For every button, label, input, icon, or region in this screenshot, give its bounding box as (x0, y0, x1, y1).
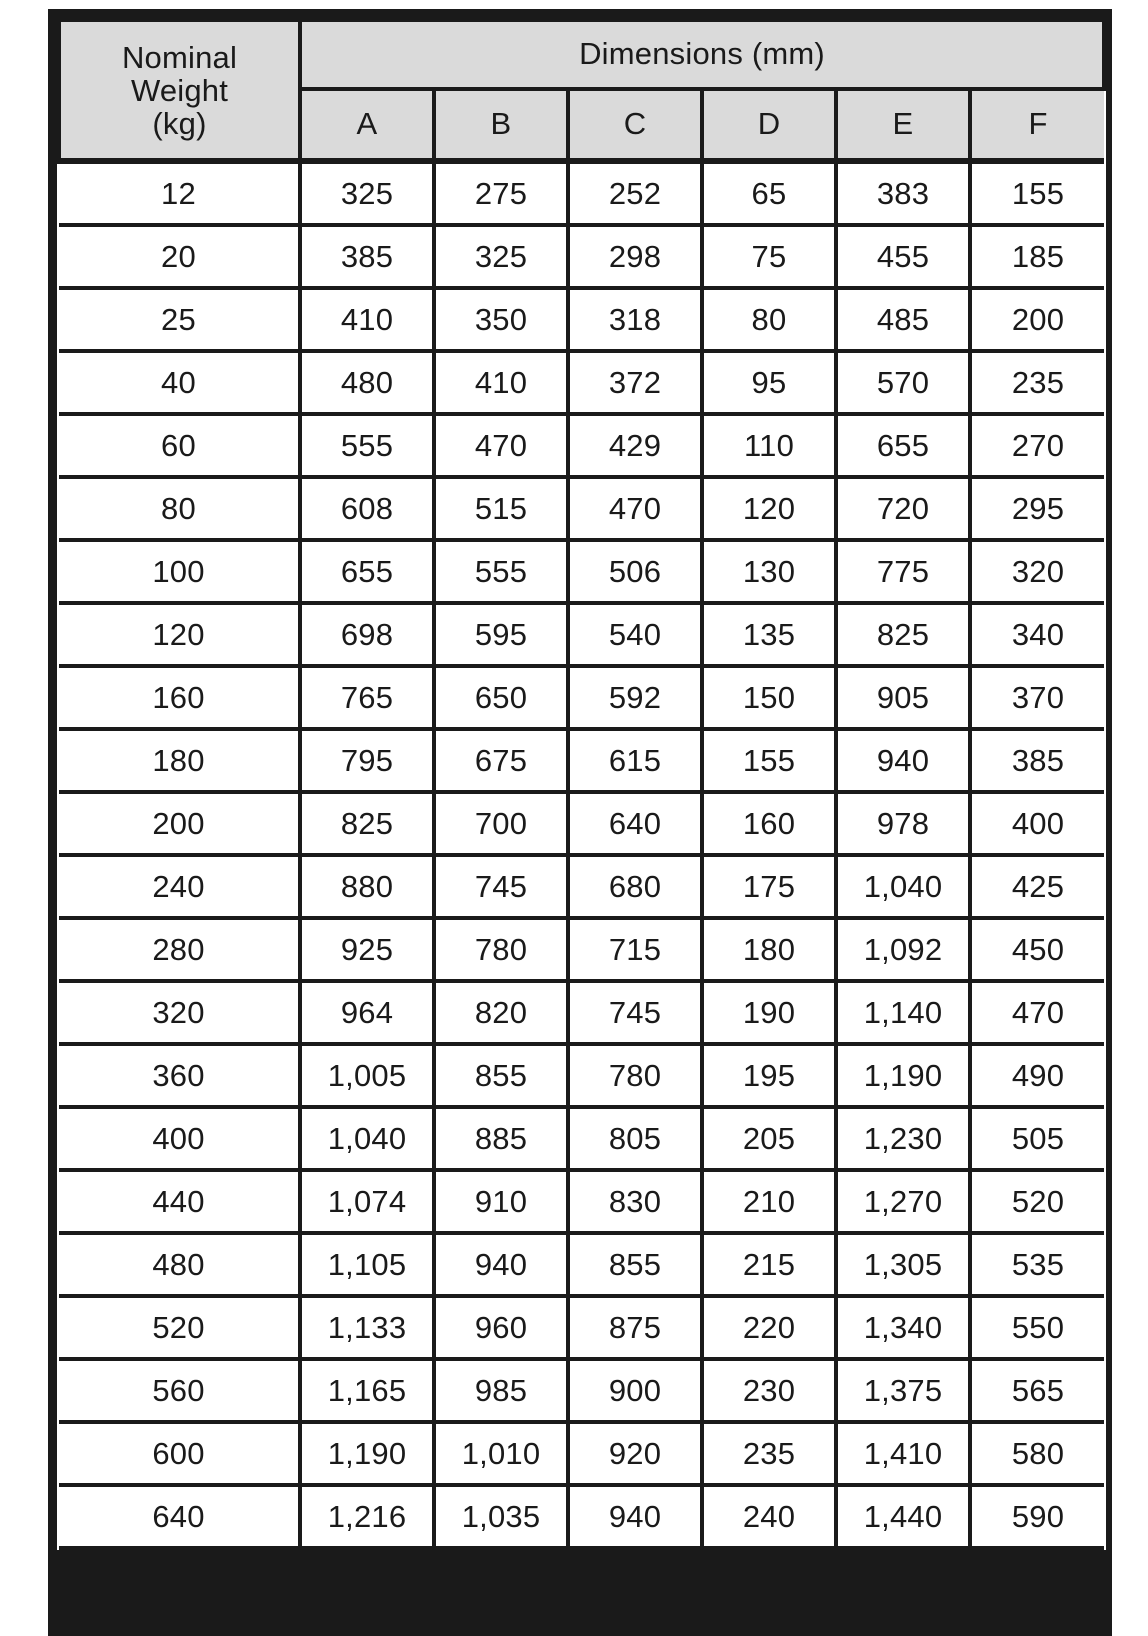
dim-c-cell: 470 (568, 477, 702, 540)
nominal-weight-cell: 480 (59, 1233, 300, 1296)
dim-c-cell: 745 (568, 981, 702, 1044)
dim-b-cell: 985 (434, 1359, 568, 1422)
dim-b-cell: 675 (434, 729, 568, 792)
table-header (59, 20, 1104, 161)
dim-c-cell: 592 (568, 666, 702, 729)
nominal-weight-cell: 560 (59, 1359, 300, 1422)
dim-b-cell: 470 (434, 414, 568, 477)
column-header-f: F (970, 89, 1104, 161)
dim-f-cell: 580 (970, 1422, 1104, 1485)
nominal-weight-cell: 20 (59, 225, 300, 288)
nominal-weight-cell: 320 (59, 981, 300, 1044)
dim-c-cell: 920 (568, 1422, 702, 1485)
dim-d-cell: 235 (702, 1422, 836, 1485)
table-row (59, 792, 1104, 855)
dim-d-cell: 110 (702, 414, 836, 477)
dim-d-cell: 240 (702, 1485, 836, 1548)
dim-c-cell: 855 (568, 1233, 702, 1296)
dim-c-cell: 298 (568, 225, 702, 288)
dim-d-cell: 180 (702, 918, 836, 981)
dim-d-cell: 175 (702, 855, 836, 918)
dim-a-cell: 325 (300, 161, 434, 225)
table-row (59, 161, 1104, 225)
dim-b-cell: 595 (434, 603, 568, 666)
dim-d-cell: 135 (702, 603, 836, 666)
nominal-weight-cell: 360 (59, 1044, 300, 1107)
table-frame (48, 9, 1112, 1636)
dim-a-cell: 555 (300, 414, 434, 477)
dim-e-cell: 485 (836, 288, 970, 351)
dim-b-cell: 700 (434, 792, 568, 855)
nominal-weight-cell: 25 (59, 288, 300, 351)
dim-e-cell: 1,092 (836, 918, 970, 981)
dim-f-cell: 425 (970, 855, 1104, 918)
dim-e-cell: 940 (836, 729, 970, 792)
dim-c-cell: 900 (568, 1359, 702, 1422)
dim-c-cell: 680 (568, 855, 702, 918)
dim-d-cell: 75 (702, 225, 836, 288)
dim-b-cell: 515 (434, 477, 568, 540)
dim-c-cell: 830 (568, 1170, 702, 1233)
dim-b-cell: 910 (434, 1170, 568, 1233)
dim-a-cell: 925 (300, 918, 434, 981)
table-row (59, 1107, 1104, 1170)
dim-d-cell: 160 (702, 792, 836, 855)
column-header-d: D (702, 89, 836, 161)
dim-c-cell: 252 (568, 161, 702, 225)
dim-d-cell: 230 (702, 1359, 836, 1422)
dim-e-cell: 775 (836, 540, 970, 603)
dim-c-cell: 318 (568, 288, 702, 351)
dim-e-cell: 383 (836, 161, 970, 225)
dim-c-cell: 780 (568, 1044, 702, 1107)
dim-c-cell: 805 (568, 1107, 702, 1170)
nominal-weight-cell: 160 (59, 666, 300, 729)
dim-a-cell: 1,133 (300, 1296, 434, 1359)
nominal-weight-cell: 440 (59, 1170, 300, 1233)
dim-f-cell: 295 (970, 477, 1104, 540)
dim-b-cell: 820 (434, 981, 568, 1044)
dim-e-cell: 1,440 (836, 1485, 970, 1548)
table-row (59, 855, 1104, 918)
dim-b-cell: 940 (434, 1233, 568, 1296)
nominal-weight-cell: 520 (59, 1296, 300, 1359)
dim-c-cell: 615 (568, 729, 702, 792)
dim-d-cell: 190 (702, 981, 836, 1044)
nominal-weight-header (59, 20, 300, 161)
column-header-e: E (836, 89, 970, 161)
dim-c-cell: 372 (568, 351, 702, 414)
nominal-weight-cell: 400 (59, 1107, 300, 1170)
table-row (59, 918, 1104, 981)
dim-e-cell: 570 (836, 351, 970, 414)
dim-c-cell: 429 (568, 414, 702, 477)
dimensions-table (57, 18, 1106, 1550)
dim-b-cell: 650 (434, 666, 568, 729)
dim-f-cell: 235 (970, 351, 1104, 414)
dim-e-cell: 1,410 (836, 1422, 970, 1485)
dim-a-cell: 964 (300, 981, 434, 1044)
table-row (59, 603, 1104, 666)
dim-e-cell: 455 (836, 225, 970, 288)
dim-a-cell: 655 (300, 540, 434, 603)
dim-b-cell: 780 (434, 918, 568, 981)
dim-c-cell: 715 (568, 918, 702, 981)
dim-e-cell: 1,375 (836, 1359, 970, 1422)
dim-c-cell: 875 (568, 1296, 702, 1359)
dim-d-cell: 130 (702, 540, 836, 603)
dim-e-cell: 655 (836, 414, 970, 477)
table-row (59, 1233, 1104, 1296)
weight-header-line-3: (kg) (152, 105, 207, 141)
nominal-weight-cell: 12 (59, 161, 300, 225)
dim-f-cell: 340 (970, 603, 1104, 666)
dim-a-cell: 1,005 (300, 1044, 434, 1107)
dim-f-cell: 565 (970, 1359, 1104, 1422)
table-row (59, 1296, 1104, 1359)
table-row (59, 666, 1104, 729)
dim-b-cell: 885 (434, 1107, 568, 1170)
dim-e-cell: 1,230 (836, 1107, 970, 1170)
dim-a-cell: 765 (300, 666, 434, 729)
dim-a-cell: 795 (300, 729, 434, 792)
column-header-c: C (568, 89, 702, 161)
dim-d-cell: 80 (702, 288, 836, 351)
dim-f-cell: 520 (970, 1170, 1104, 1233)
dim-a-cell: 1,040 (300, 1107, 434, 1170)
dim-d-cell: 205 (702, 1107, 836, 1170)
table-row (59, 1044, 1104, 1107)
dim-e-cell: 1,190 (836, 1044, 970, 1107)
dim-e-cell: 1,270 (836, 1170, 970, 1233)
table-row (59, 729, 1104, 792)
dim-f-cell: 470 (970, 981, 1104, 1044)
dim-f-cell: 590 (970, 1485, 1104, 1548)
dim-d-cell: 155 (702, 729, 836, 792)
dim-f-cell: 450 (970, 918, 1104, 981)
dim-a-cell: 825 (300, 792, 434, 855)
dim-b-cell: 1,010 (434, 1422, 568, 1485)
dim-a-cell: 410 (300, 288, 434, 351)
nominal-weight-cell: 40 (59, 351, 300, 414)
dim-b-cell: 1,035 (434, 1485, 568, 1548)
table-row (59, 1170, 1104, 1233)
table-row (59, 981, 1104, 1044)
nominal-weight-cell: 100 (59, 540, 300, 603)
table-row (59, 1359, 1104, 1422)
dim-f-cell: 185 (970, 225, 1104, 288)
table-row (59, 477, 1104, 540)
dim-d-cell: 120 (702, 477, 836, 540)
dim-e-cell: 1,040 (836, 855, 970, 918)
dimensions-header: Dimensions (mm) (300, 20, 1104, 89)
table-row (59, 1422, 1104, 1485)
dim-c-cell: 640 (568, 792, 702, 855)
dim-a-cell: 608 (300, 477, 434, 540)
dim-d-cell: 195 (702, 1044, 836, 1107)
dim-a-cell: 880 (300, 855, 434, 918)
dim-f-cell: 200 (970, 288, 1104, 351)
nominal-weight-cell: 640 (59, 1485, 300, 1548)
dim-f-cell: 490 (970, 1044, 1104, 1107)
nominal-weight-cell: 280 (59, 918, 300, 981)
table-row (59, 288, 1104, 351)
dim-b-cell: 275 (434, 161, 568, 225)
table-row (59, 414, 1104, 477)
weight-header-line-2: Weight (130, 72, 229, 108)
dim-a-cell: 1,074 (300, 1170, 434, 1233)
table-row (59, 351, 1104, 414)
dim-f-cell: 320 (970, 540, 1104, 603)
dim-c-cell: 540 (568, 603, 702, 666)
dim-d-cell: 150 (702, 666, 836, 729)
dim-f-cell: 385 (970, 729, 1104, 792)
dim-b-cell: 350 (434, 288, 568, 351)
dim-a-cell: 1,165 (300, 1359, 434, 1422)
dim-f-cell: 400 (970, 792, 1104, 855)
nominal-weight-cell: 180 (59, 729, 300, 792)
table-body (59, 161, 1104, 1548)
dim-f-cell: 270 (970, 414, 1104, 477)
dim-e-cell: 720 (836, 477, 970, 540)
column-header-a: A (300, 89, 434, 161)
dim-c-cell: 940 (568, 1485, 702, 1548)
dim-b-cell: 555 (434, 540, 568, 603)
nominal-weight-cell: 240 (59, 855, 300, 918)
dim-e-cell: 978 (836, 792, 970, 855)
dim-b-cell: 855 (434, 1044, 568, 1107)
dim-b-cell: 960 (434, 1296, 568, 1359)
dim-b-cell: 745 (434, 855, 568, 918)
dim-a-cell: 1,105 (300, 1233, 434, 1296)
dim-a-cell: 698 (300, 603, 434, 666)
dim-d-cell: 215 (702, 1233, 836, 1296)
dim-e-cell: 1,340 (836, 1296, 970, 1359)
nominal-weight-cell: 80 (59, 477, 300, 540)
weight-header-line-1: Nominal (121, 39, 238, 75)
dim-e-cell: 1,140 (836, 981, 970, 1044)
nominal-weight-cell: 600 (59, 1422, 300, 1485)
column-header-b: B (434, 89, 568, 161)
dim-a-cell: 1,216 (300, 1485, 434, 1548)
dim-f-cell: 505 (970, 1107, 1104, 1170)
dim-b-cell: 410 (434, 351, 568, 414)
dim-e-cell: 905 (836, 666, 970, 729)
dim-a-cell: 385 (300, 225, 434, 288)
dim-d-cell: 210 (702, 1170, 836, 1233)
nominal-weight-cell: 200 (59, 792, 300, 855)
dim-a-cell: 1,190 (300, 1422, 434, 1485)
dim-e-cell: 825 (836, 603, 970, 666)
dim-f-cell: 370 (970, 666, 1104, 729)
dim-c-cell: 506 (568, 540, 702, 603)
nominal-weight-cell: 60 (59, 414, 300, 477)
dim-f-cell: 535 (970, 1233, 1104, 1296)
dim-d-cell: 65 (702, 161, 836, 225)
table-row (59, 1485, 1104, 1548)
dim-d-cell: 220 (702, 1296, 836, 1359)
dim-f-cell: 550 (970, 1296, 1104, 1359)
table-row (59, 225, 1104, 288)
dim-d-cell: 95 (702, 351, 836, 414)
dim-a-cell: 480 (300, 351, 434, 414)
dim-e-cell: 1,305 (836, 1233, 970, 1296)
table-row (59, 540, 1104, 603)
nominal-weight-cell: 120 (59, 603, 300, 666)
dim-b-cell: 325 (434, 225, 568, 288)
dim-f-cell: 155 (970, 161, 1104, 225)
